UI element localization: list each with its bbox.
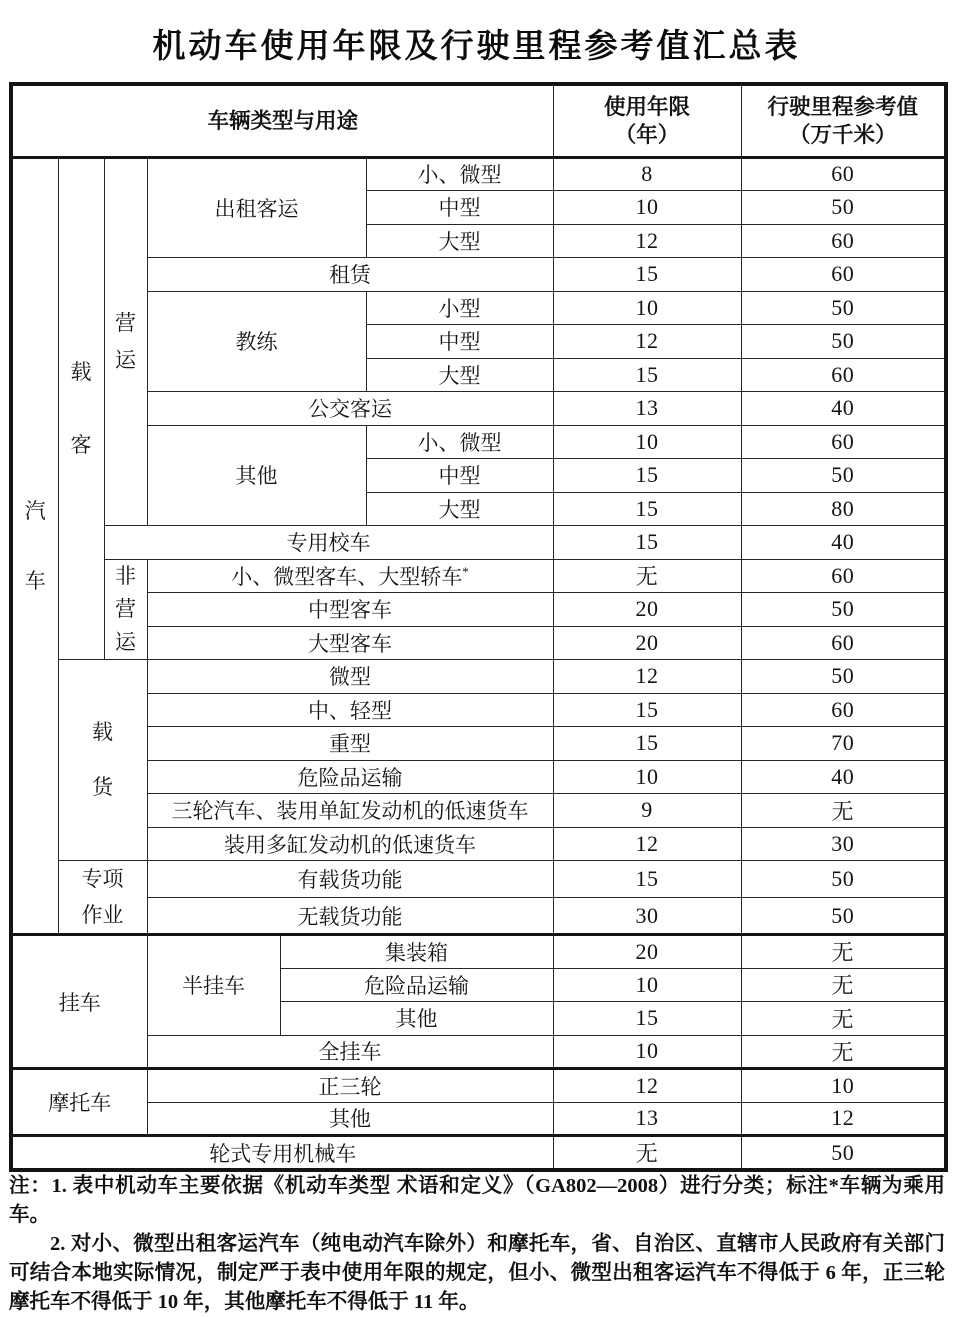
years-value: 20 xyxy=(553,626,741,660)
mileage-value: 无 xyxy=(741,968,946,1002)
row-label: 中型客车 xyxy=(147,593,553,627)
header-mileage-line1: 行驶里程参考值 xyxy=(767,94,919,119)
years-value: 12 xyxy=(553,1069,741,1103)
row-label: 租赁 xyxy=(147,258,553,292)
group-cell-coach: 教练 xyxy=(147,291,366,392)
mileage-value: 30 xyxy=(741,827,946,861)
years-value: 无 xyxy=(553,1136,741,1171)
years-value: 15 xyxy=(553,693,741,727)
years-value: 15 xyxy=(553,258,741,292)
row-label: 有载货功能 xyxy=(147,861,553,898)
table-row xyxy=(11,660,946,694)
group-cell-non-operating: 非营运 xyxy=(104,559,147,660)
row-label: 其他 xyxy=(147,1102,553,1136)
years-value: 12 xyxy=(553,827,741,861)
years-value: 15 xyxy=(553,727,741,761)
header-service-years-line1: 使用年限 xyxy=(604,94,691,119)
table-row xyxy=(11,760,946,794)
group-cell-other-passenger: 其他 xyxy=(147,425,366,526)
table-row xyxy=(11,861,946,898)
table-row xyxy=(11,526,946,560)
row-sublabel: 小型 xyxy=(366,291,553,325)
table-row xyxy=(11,1069,946,1103)
mileage-value: 50 xyxy=(741,861,946,898)
table-row xyxy=(11,626,946,660)
years-value: 12 xyxy=(553,224,741,258)
table-row xyxy=(11,593,946,627)
header-service-years-line2: （年） xyxy=(614,122,680,147)
mileage-value: 10 xyxy=(741,1069,946,1103)
years-value: 20 xyxy=(553,593,741,627)
row-label: 其他 xyxy=(280,1002,553,1036)
years-value: 10 xyxy=(553,425,741,459)
mileage-value: 无 xyxy=(741,935,946,969)
years-value: 30 xyxy=(553,898,741,935)
row-sublabel: 大型 xyxy=(366,358,553,392)
mileage-value: 无 xyxy=(741,1002,946,1036)
mileage-value: 40 xyxy=(741,526,946,560)
mileage-value: 50 xyxy=(741,660,946,694)
mileage-value: 70 xyxy=(741,727,946,761)
mileage-value: 60 xyxy=(741,224,946,258)
row-label: 集装箱 xyxy=(280,935,553,969)
mileage-value: 60 xyxy=(741,157,946,191)
mileage-value: 60 xyxy=(741,626,946,660)
table-row xyxy=(11,1136,946,1171)
header-service-years xyxy=(553,84,741,157)
footnotes xyxy=(9,1172,945,1317)
table-row xyxy=(11,425,946,459)
table-row xyxy=(11,794,946,828)
row-label: 大型客车 xyxy=(147,626,553,660)
mileage-value: 60 xyxy=(741,559,946,593)
group-cell-cargo: 载货 xyxy=(58,660,147,861)
years-value: 无 xyxy=(553,559,741,593)
row-label: 正三轮 xyxy=(147,1069,553,1103)
years-value: 15 xyxy=(553,861,741,898)
row-label: 三轮汽车、装用单缸发动机的低速货车 xyxy=(147,794,553,828)
years-value: 10 xyxy=(553,760,741,794)
mileage-value: 60 xyxy=(741,693,946,727)
years-value: 10 xyxy=(553,968,741,1002)
row-sublabel: 中型 xyxy=(366,459,553,493)
header-mileage-line2: （万千米） xyxy=(789,122,897,147)
group-cell-taxi: 出租客运 xyxy=(147,157,366,258)
table-row xyxy=(11,1035,946,1069)
mileage-value: 40 xyxy=(741,760,946,794)
row-sublabel: 小、微型 xyxy=(366,157,553,191)
years-value: 20 xyxy=(553,935,741,969)
mileage-value: 60 xyxy=(741,358,946,392)
row-sublabel: 中型 xyxy=(366,325,553,359)
table-row xyxy=(11,1102,946,1136)
table-row xyxy=(11,935,946,969)
row-label: 危险品运输 xyxy=(147,760,553,794)
footnote-2: 2. 对小、微型出租客运汽车（纯电动汽车除外）和摩托车，省、自治区、直辖市人民政府有关部门可结合本地实际情况，制定严于表中使用年限的规定，但小、微型出租客运汽车不得低于 6 年，正三轮摩托车不得低于 10 年，其他摩托车不得低于 11 年。 xyxy=(9,1233,945,1313)
group-cell-car: 汽车 xyxy=(11,157,58,935)
years-value: 15 xyxy=(553,1002,741,1036)
mileage-value: 50 xyxy=(741,593,946,627)
row-label: 危险品运输 xyxy=(280,968,553,1002)
row-label: 专用校车 xyxy=(104,526,553,560)
mileage-value: 80 xyxy=(741,492,946,526)
mileage-value: 40 xyxy=(741,392,946,426)
table-row xyxy=(11,258,946,292)
mileage-value: 60 xyxy=(741,425,946,459)
mileage-value: 50 xyxy=(741,459,946,493)
table-row xyxy=(11,727,946,761)
row-label xyxy=(147,559,553,593)
row-sublabel: 大型 xyxy=(366,224,553,258)
mileage-value: 50 xyxy=(741,898,946,935)
header-mileage xyxy=(741,84,946,157)
row-label: 轮式专用机械车 xyxy=(11,1136,553,1171)
group-cell-trailer: 挂车 xyxy=(11,935,147,1069)
years-value: 10 xyxy=(553,291,741,325)
mileage-value: 50 xyxy=(741,191,946,225)
page-title: 机动车使用年限及行驶里程参考值汇总表 xyxy=(152,27,801,64)
row-label: 公交客运 xyxy=(147,392,553,426)
table-row xyxy=(11,898,946,935)
years-value: 10 xyxy=(553,191,741,225)
years-value: 13 xyxy=(553,392,741,426)
row-sublabel: 中型 xyxy=(366,191,553,225)
row-label: 中、轻型 xyxy=(147,693,553,727)
row-label: 微型 xyxy=(147,660,553,694)
table-row xyxy=(11,693,946,727)
years-value: 12 xyxy=(553,325,741,359)
table-row xyxy=(11,559,946,593)
mileage-value: 无 xyxy=(741,1035,946,1069)
row-label: 重型 xyxy=(147,727,553,761)
mileage-value: 50 xyxy=(741,325,946,359)
years-value: 12 xyxy=(553,660,741,694)
footnote-1: 注：1. 表中机动车主要依据《机动车类型 术语和定义》（GA802—2008）进行分类；标注*车辆为乘用车。 xyxy=(9,1175,945,1226)
table-row xyxy=(11,392,946,426)
years-value: 15 xyxy=(553,492,741,526)
years-value: 9 xyxy=(553,794,741,828)
mileage-value: 50 xyxy=(741,1136,946,1171)
row-label: 全挂车 xyxy=(147,1035,553,1069)
table-row xyxy=(11,291,946,325)
row-sublabel: 大型 xyxy=(366,492,553,526)
summary-table-wrapper xyxy=(9,82,948,1172)
row-label-text: 小、微型客车、大型轿车 xyxy=(231,564,463,589)
years-value: 15 xyxy=(553,358,741,392)
group-cell-special-work: 专项作业 xyxy=(58,861,147,935)
group-cell-passenger: 载客 xyxy=(58,157,104,660)
mileage-value: 12 xyxy=(741,1102,946,1136)
group-cell-operating: 营运 xyxy=(104,157,147,526)
row-sublabel: 小、微型 xyxy=(366,425,553,459)
years-value: 10 xyxy=(553,1035,741,1069)
table-row xyxy=(11,827,946,861)
years-value: 15 xyxy=(553,459,741,493)
row-label: 装用多缸发动机的低速货车 xyxy=(147,827,553,861)
group-cell-semi-trailer: 半挂车 xyxy=(147,935,280,1036)
table-header-row xyxy=(11,84,946,157)
header-vehicle-type: 车辆类型与用途 xyxy=(11,84,553,157)
years-value: 13 xyxy=(553,1102,741,1136)
mileage-value: 60 xyxy=(741,258,946,292)
vehicle-life-mileage-table xyxy=(9,82,948,1172)
row-label: 无载货功能 xyxy=(147,898,553,935)
years-value: 15 xyxy=(553,526,741,560)
asterisk-mark: * xyxy=(462,563,469,579)
mileage-value: 50 xyxy=(741,291,946,325)
mileage-value: 无 xyxy=(741,794,946,828)
years-value: 8 xyxy=(553,157,741,191)
group-cell-motorcycle: 摩托车 xyxy=(11,1069,147,1136)
table-row xyxy=(11,157,946,191)
